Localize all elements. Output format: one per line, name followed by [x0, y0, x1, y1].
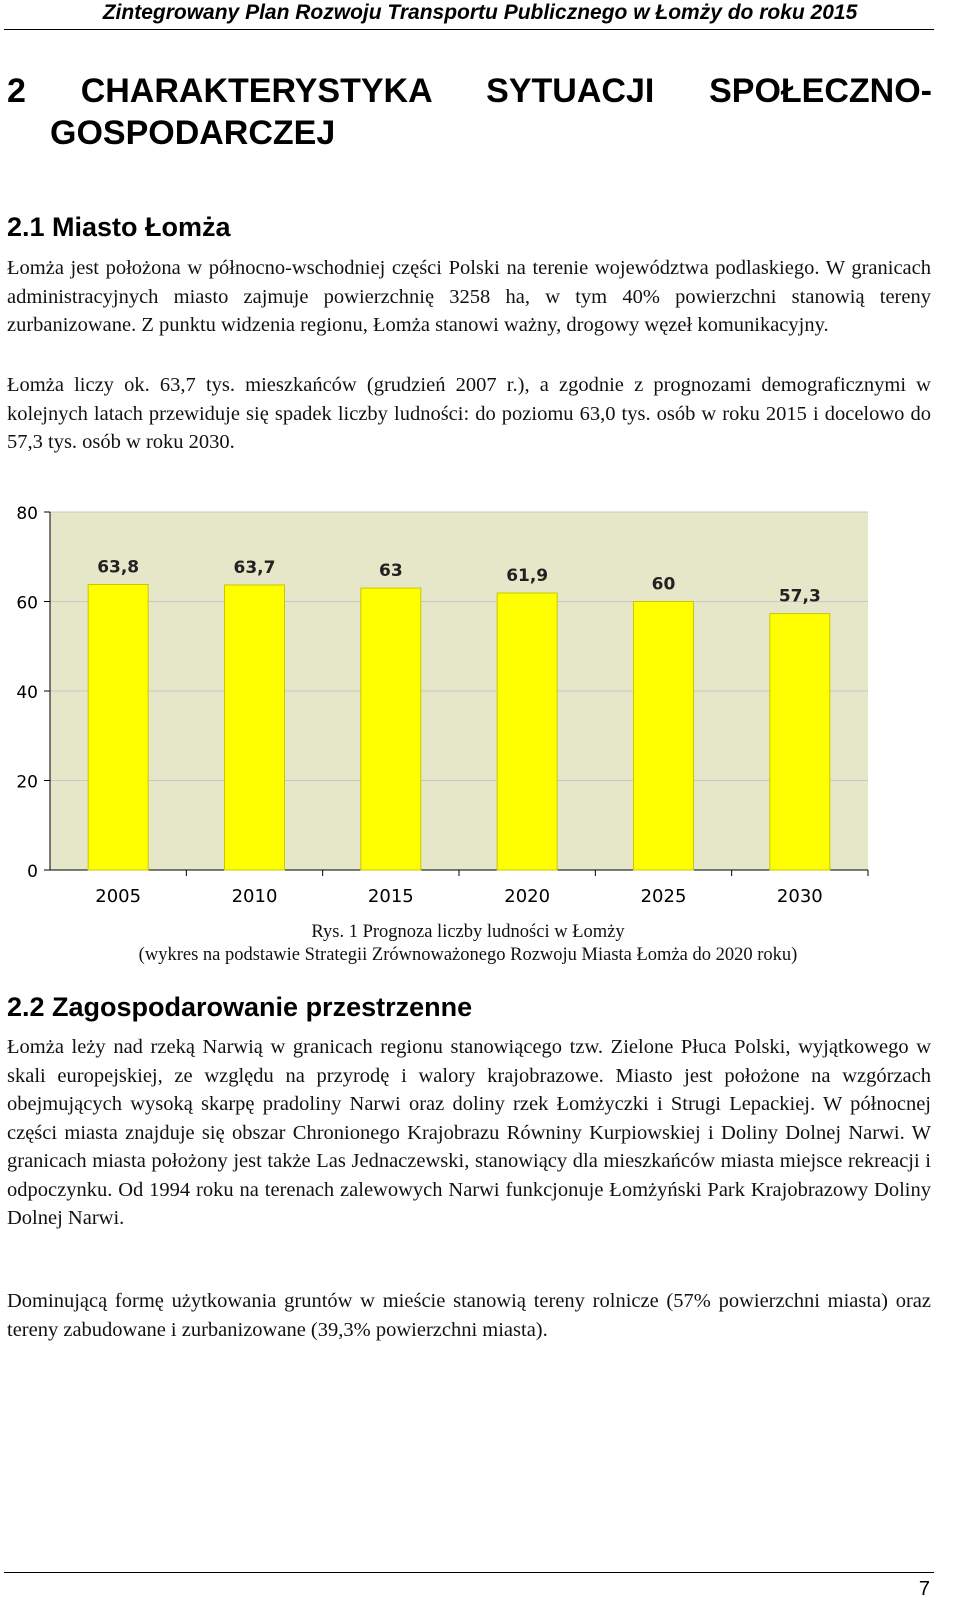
- bar-2020: [497, 593, 557, 870]
- population-chart: [0, 490, 960, 920]
- bar-2015: [361, 588, 421, 870]
- paragraph-spatial: Łomża leży nad rzeką Narwią w granicach regionu stanowiącego tzw. Zielone Płuca Polski, wyjątkowego w skali europejskiej, ze względu na przyrodę i walory krajobrazowe. Miasto jest położone na wzgórzach obejmujących wysoką skarpę pradoliny Narwi oraz doliny rzek Łomżyczki i Strugi Lepackiej. W północnej części miasta znajduje się obszar Chronionego Krajobrazu Równiny Kurpiowskiej i Doliny Dolnej Narwi. W granicach miasta położony jest także Las Jednaczewski, stanowiący dla mieszkańców miasta miejsce rekreacji i odpoczynku. Od 1994 roku na terenach zalewowych Narwi funkcjonuje Łomżyński Park Krajobrazowy Doliny Dolnej Narwi.: [7, 1036, 931, 1229]
- y-tick-label: 80: [16, 504, 38, 524]
- subsection-heading-2-1: 2.1 Miasto Łomża: [7, 212, 231, 242]
- data-label-2020: 61,9: [506, 565, 549, 586]
- paragraph-population: Łomża liczy ok. 63,7 tys. mieszkańców (grudzień 2007 r.), a zgodnie z prognozami demograficznymi w kolejnych latach przewiduje się spadek liczby ludności: do poziomu 63,0 tys. osób w roku 2015 i docelowo do 57,3 tys. osób w roku 2030.: [7, 374, 931, 453]
- x-tick-label: 2030: [776, 886, 823, 907]
- section-heading-continued: GOSPODARCZEJ: [50, 114, 336, 152]
- paragraph-land-use: Dominującą formę użytkowania gruntów w mieście stanowią tereny rolnicze (57% powierzchni miasta) oraz tereny zabudowane i zurbanizowane (39,3% powierzchni miasta).: [7, 1290, 931, 1341]
- data-label-2005: 63,8: [97, 557, 140, 578]
- x-tick-label: 2025: [640, 886, 687, 907]
- data-label-2030: 57,3: [778, 586, 821, 607]
- y-tick-label: 60: [16, 593, 38, 614]
- chart-svg: [0, 490, 960, 920]
- bar-2010: [225, 585, 285, 870]
- y-tick-label: 40: [16, 683, 38, 703]
- section-heading: 2 CHARAKTERYSTYKA SYTUACJI SPOŁECZNO-: [7, 72, 932, 110]
- data-label-2015: 63: [378, 561, 403, 582]
- running-header: Zintegrowany Plan Rozwoju Transportu Publicznego w Łomży do roku 2015: [102, 1, 858, 24]
- figure-caption-title: Rys. 1 Prognoza liczby ludności w Łomży: [311, 922, 625, 942]
- data-label-2010: 63,7: [233, 557, 276, 578]
- subsection-heading-2-2: 2.2 Zagospodarowanie przestrzenne: [7, 992, 473, 1022]
- header-rule: [4, 29, 934, 30]
- x-tick-label: 2005: [95, 886, 142, 907]
- data-label-2025: 60: [651, 574, 676, 595]
- bar-2030: [770, 614, 830, 870]
- x-tick-label: 2015: [367, 886, 414, 907]
- x-tick-label: 2020: [504, 886, 551, 907]
- y-tick-label: 20: [16, 772, 38, 793]
- y-tick-label: 0: [27, 862, 38, 882]
- footer-rule: [4, 1572, 934, 1573]
- x-tick-label: 2010: [231, 886, 278, 907]
- paragraph-location: Łomża jest położona w północno-wschodniej części Polski na terenie województwa podlaskiego. W granicach administracyjnych miasto zajmuje powierzchnię 3258 ha, w tym 40% powierzchni stanowią tereny zurbanizowane. Z punktu widzenia regionu, Łomża stanowi ważny, drogowy węzeł komunikacyjny.: [7, 257, 931, 336]
- figure-caption-source: (wykres na podstawie Strategii Zrównoważonego Rozwoju Miasta Łomża do 2020 roku): [138, 945, 798, 965]
- bar-2025: [634, 602, 694, 871]
- page-number: 7: [918, 1578, 930, 1600]
- bar-2005: [88, 584, 148, 870]
